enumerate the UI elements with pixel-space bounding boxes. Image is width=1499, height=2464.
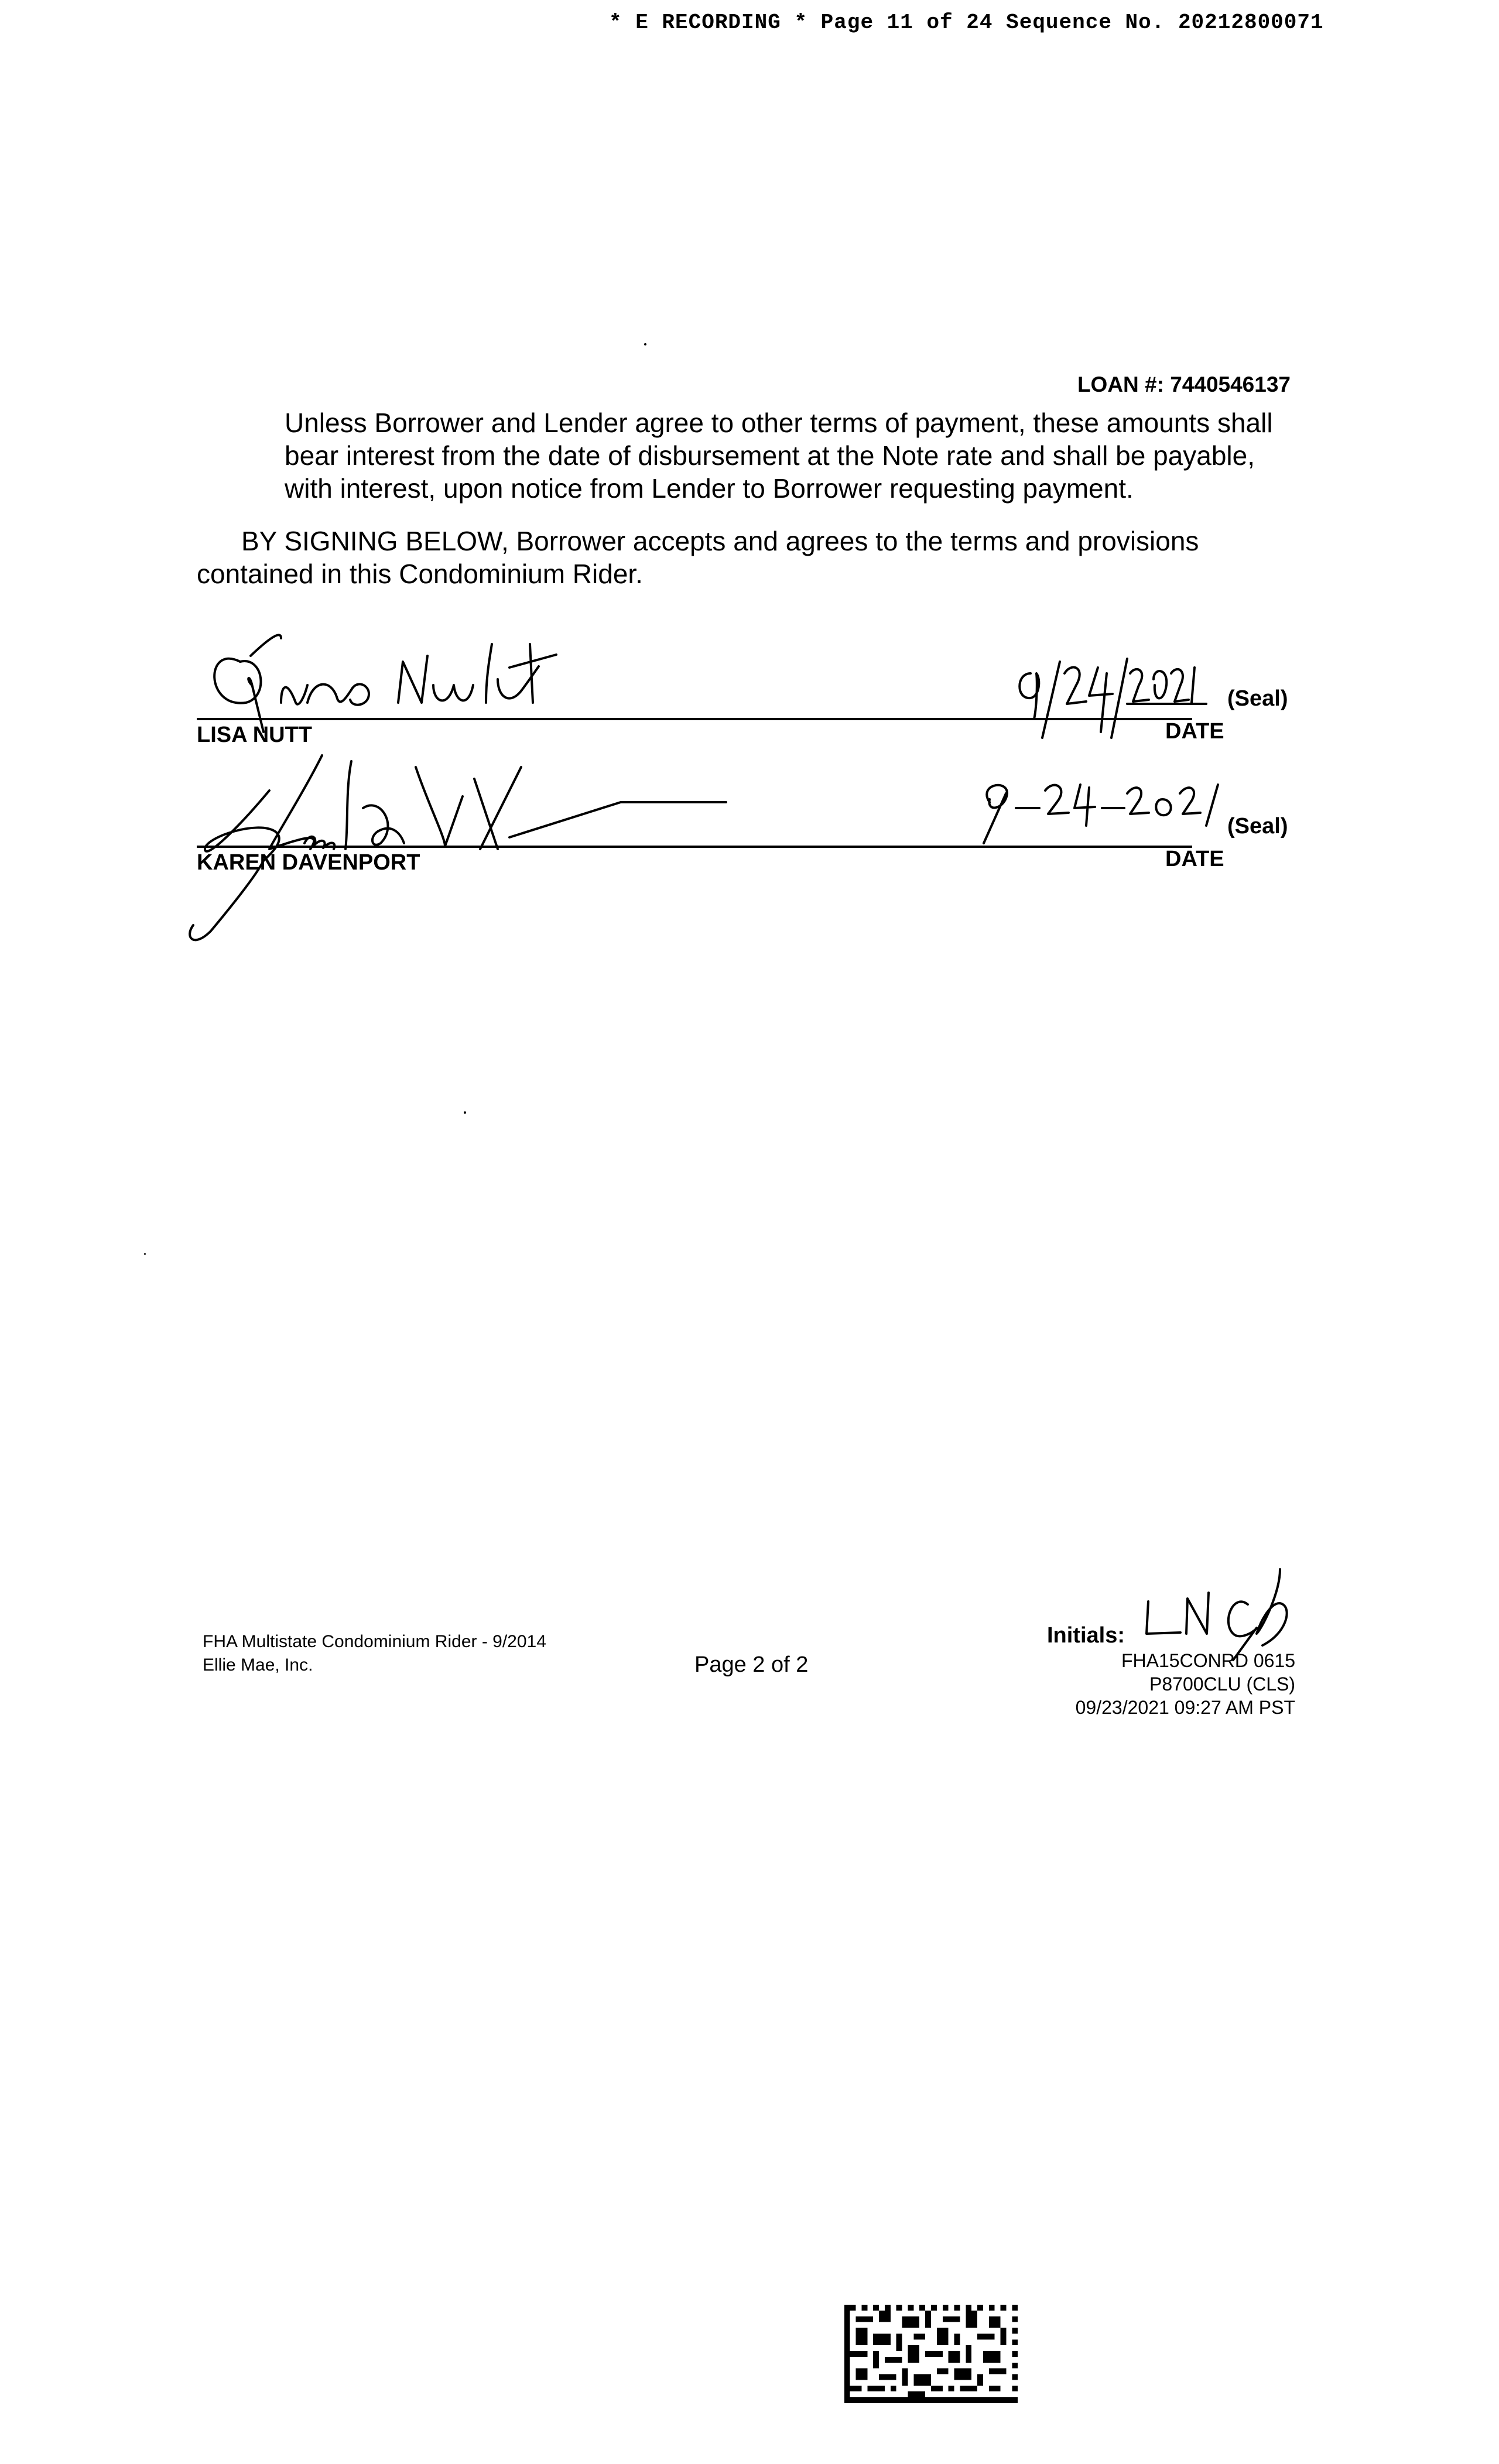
signer-name-lisa-nutt: LISA NUTT [197, 723, 313, 747]
signing-statement-paragraph [197, 525, 1292, 590]
doc-code: P8700CLU (CLS) [1149, 1674, 1295, 1695]
date-label-2: DATE [1165, 847, 1224, 871]
recording-header: * E RECORDING * Page 11 of 24 Sequence No. 20212800071 [609, 11, 1324, 35]
2d-barcode-icon [843, 2305, 1019, 2403]
print-timestamp: 09/23/2021 09:27 AM PST [1075, 1697, 1295, 1718]
vendor-name: Ellie Mae, Inc. [203, 1655, 313, 1675]
scan-speck [144, 1253, 146, 1255]
payment-terms-paragraph: Unless Borrower and Lender agree to other terms of payment, these amounts shall bear interest from the date of disbursement at the Note rate and shall be payable, with interest, upon notice from Lender to Borrower requesting payment. [285, 408, 1273, 504]
signer-name-karen-davenport: KAREN DAVENPORT [197, 850, 420, 875]
scan-speck [464, 1111, 466, 1114]
date-label-1: DATE [1165, 719, 1224, 744]
footer-form-info [203, 1630, 546, 1677]
handwritten-date-2 [966, 767, 1236, 855]
signing-statement-text: BY SIGNING BELOW, Borrower accepts and agrees to the terms and provisions contained in this Condominium Rider. [197, 526, 1199, 589]
form-code: FHA15CONRD 0615 [1121, 1650, 1295, 1671]
loan-number: LOAN #: 7440546137 [1077, 372, 1291, 396]
form-name: FHA Multistate Condominium Rider - 9/2014 [203, 1632, 546, 1651]
handwritten-signature-lisa-nutt [193, 621, 615, 738]
page-number: Page 2 of 2 [694, 1652, 809, 1677]
footer-codes [995, 1649, 1295, 1719]
initials-label: Initials: [1047, 1623, 1125, 1648]
handwritten-initials [1139, 1558, 1315, 1663]
seal-label-1: (Seal) [1227, 686, 1288, 711]
scan-speck [644, 343, 646, 345]
seal-label-2: (Seal) [1227, 814, 1288, 839]
